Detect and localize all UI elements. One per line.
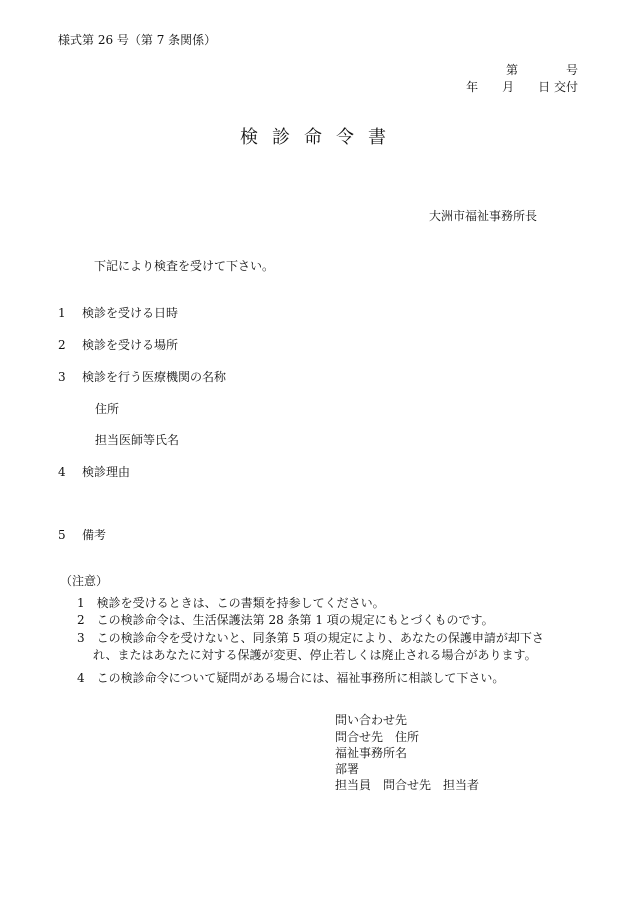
note-2: 2 この検診命令は、生活保護法第 28 条第 1 項の規定にもとづくものです。 — [77, 613, 494, 627]
item-5-label: 備考 — [82, 528, 107, 542]
item-3-number: 3 — [58, 370, 66, 384]
document-title: 検診命令書 — [240, 127, 400, 148]
item-2-number: 2 — [58, 338, 66, 352]
note-4: 4 この検診命令について疑問がある場合には、福祉事務所に相談して下さい。 — [77, 671, 505, 685]
note-3-continued: れ、またはあなたに対する保護が変更、停止若しくは廃止される場合があります。 — [77, 648, 537, 662]
intro-text: 下記により検査を受けて下さい。 — [94, 259, 275, 273]
item-4-label: 検診理由 — [82, 465, 131, 479]
note-1: 1 検診を受けるときは、この書類を持参してください。 — [77, 596, 385, 610]
date-line: 年 月 日 交付 — [466, 80, 578, 94]
item-1-label: 検診を受ける日時 — [82, 306, 179, 320]
item-2-label: 検診を受ける場所 — [82, 338, 179, 352]
item-3-label: 検診を行う医療機関の名称 — [82, 370, 227, 384]
contact-person: 担当員 問合せ先 担当者 — [335, 778, 480, 792]
notes-heading: （注意） — [60, 574, 109, 588]
contact-department: 部署 — [335, 762, 360, 776]
contact-heading: 問い合わせ先 — [335, 713, 408, 727]
form-label: 様式第 26 号（第 7 条関係） — [58, 33, 217, 47]
note-3: 3 この検診命令を受けないと、同条第 5 項の規定により、あなたの保護申請が却下さ — [77, 631, 544, 645]
item-5-number: 5 — [58, 528, 66, 542]
item-1-number: 1 — [58, 306, 66, 320]
number-line: 第 号 — [505, 63, 578, 77]
item-3-doctor-label: 担当医師等氏名 — [95, 433, 180, 447]
item-3-address-label: 住所 — [95, 402, 120, 416]
contact-office: 福祉事務所名 — [335, 746, 408, 760]
item-4-number: 4 — [58, 465, 66, 479]
contact-address: 問合せ先 住所 — [335, 730, 420, 744]
issuer: 大洲市福祉事務所長 — [429, 209, 538, 223]
